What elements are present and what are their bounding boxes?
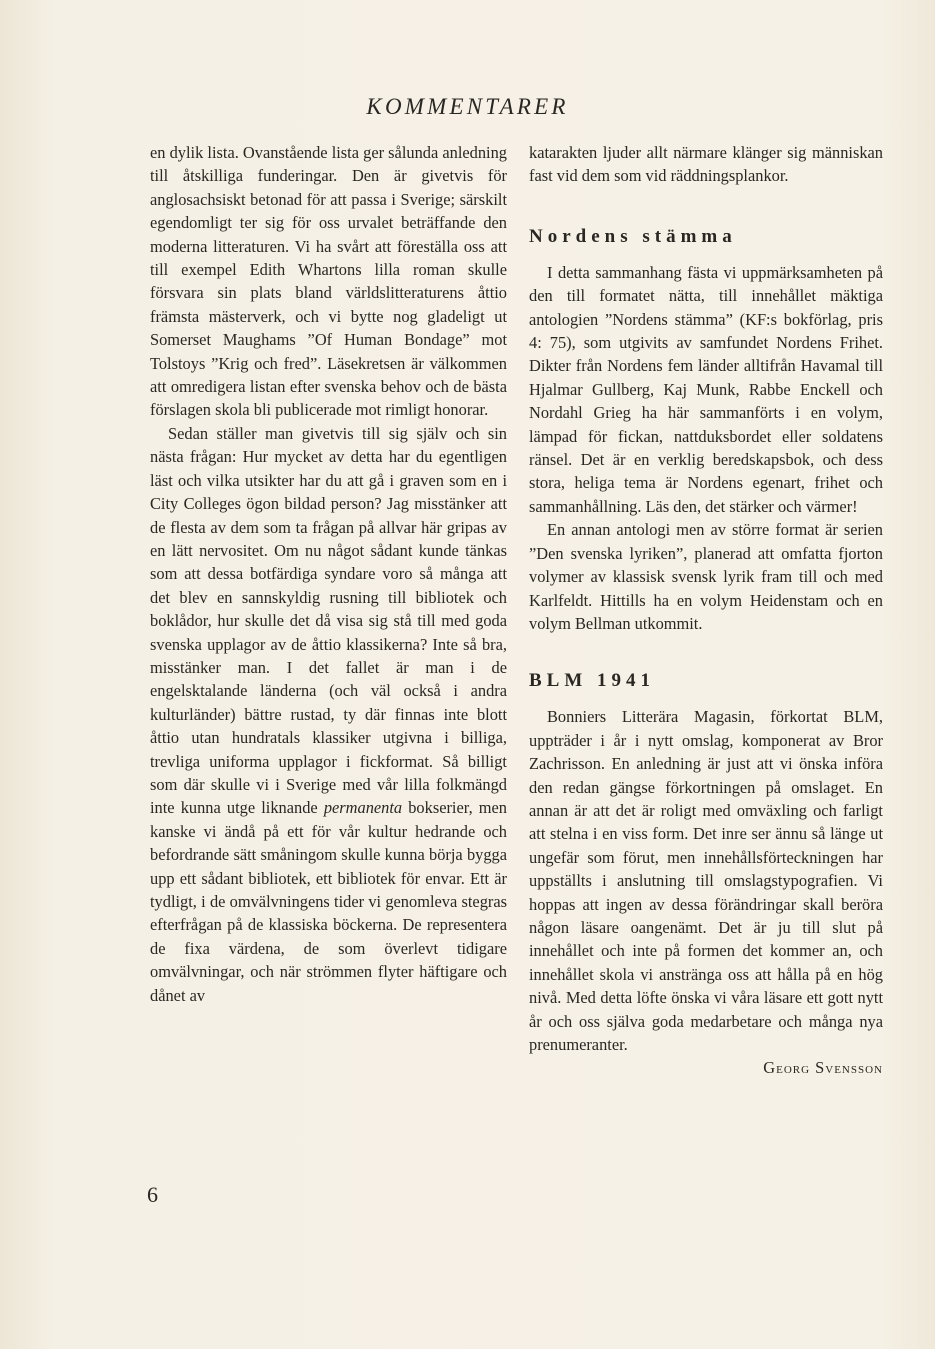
italic-word-permanenta: permanenta [323, 798, 403, 818]
section-heading-nordens-stamma: Nordens stämma [529, 225, 737, 247]
left-paragraph-2-tail: bokserier, men kanske vi ändå på ett för vår kultur hedrande och befordrande sätt småningom skulle kunna börja bygga upp ett sådant bibliotek, ett bibliotek för envar. Ett är tydligt, i de omvälvningens tider vi genomleva stegras efterfrågan på de klassiska böckerna. De representera de fixa värdena, de som överlevt tidigare omvälvningar, och när strömmen flyter häftigare och dånet av [150, 798, 508, 1005]
section1-paragraph-2: En annan antologi men av större format är serien ”Den svenska lyriken”, planerad att omfatta fjorton volymer av klassisk svensk lyrik fram till och med Karlfeldt. Hittills ha en volym Heidenstam och en volym Bellman utkommit. [529, 520, 883, 633]
spacer [529, 693, 883, 705]
running-head: KOMMENTARER [366, 94, 569, 119]
left-column [150, 141, 507, 1007]
spacer [529, 249, 883, 261]
spacer [529, 635, 883, 669]
spacer [529, 188, 883, 225]
page-number: 6 [147, 1182, 158, 1207]
signature: Georg Svensson [763, 1058, 883, 1078]
section2-paragraph-1: Bonniers Litterära Magasin, förkortat BLM, uppträder i år i nytt omslag, komponerat av Bror Zachrisson. En anledning är just att vi önska införa den redan gängse förkortningen på omslaget. En annan är att det är roligt med omväxling och farligt att stelna i en viss form. Det inre ser ännu så länge ut ungefär som förut, men innehållsförteckningen har uppställts i anslutning till omslagstypografien. Vi hoppas att ingen av dessa förändringar skall beröra någon läsare oangenämt. Det är ju till slut på innehållet och inte på formen det kommer an, och innehållet skola vi anstränga oss att hålla på en hög nivå. Med detta löfte önska vi våra läsare ett gott nytt år och oss själva goda medarbetare och många nya prenumeranter. [529, 707, 883, 1054]
section-heading-blm-1941: BLM 1941 [529, 670, 656, 692]
section1-paragraph-1: I detta sammanhang fästa vi uppmärksamheten på den till formatet nätta, till innehållet mäktiga antologien ”Nordens stämma” (KF:s bokförlag, pris 4: 75), som utgivits av samfundet Nordens Frihet. Dikter från Nordens fem länder alltifrån Havamal till Hjalmar Gullberg, Kaj Munk, Rabbe Enckell och Nordahl Grieg ha här sammanförts i en volym, lämpad för fickan, nattduksbordet eller soldatens ränsel. Det är en verklig beredskapsbok, och dess stora, heliga tema är Nordens egenart, frihet och sammanhållning. Läs den, det stärker och värmer! [529, 262, 883, 516]
right-column [529, 141, 883, 1080]
left-paragraph-1: en dylik lista. Ovanstående lista ger sålunda anledning till åtskilliga funderingar. Den är givetvis för anglosachsiskt betonad för att passa i Sverige; särskilt egendomligt ter sig för oss urvalet beträffande den moderna litteraturen. Vi ha svårt att föreställa oss att till exempel Edith Whartons lilla roman skulle försvara sin plats bland världslitteraturens åttio främsta mästerverk, och vi bytte nog gladeligt ut Somerset Maughams ”Of Human Bondage” mot Tolstoys ”Krig och fred”. Läsekretsen är välkommen att omredigera listan efter svenska behov och de bästa förslagen skola bli publicerade mot rimligt honorar. [150, 143, 507, 420]
right-continuation: katarakten ljuder allt närmare klänger sig människan fast vid dem som vid räddningsplankor. [529, 143, 883, 186]
left-paragraph-2-text: Sedan ställer man givetvis till sig själv och sin nästa frågan: Hur mycket av detta har du egentligen läst och vilka utsikter har du att gå i graven som en i City Colleges ögon bildad person? Jag misstänker att de flesta av dem som ta frågan på allvar här gripas av en lätt nervositet. Om nu något sådant kunde tänkas som att dessa botfärdiga syndare voro så många att det blev en sannskyldig rusning till bibliotek och boklådor, hur skulle det då visa sig stå till med goda svenska upplagor av de åttio klassikerna? Inte så bra, misstänker man. I det fallet är man i de engelsktalande länderna (och väl också i andra kulturländer) bättre rustad, ty där finnas inte blott åttio utan hundratals klassiker utgivna i billiga, trevliga uniforma upplagor i fickformat. Så billigt som där skulle vi i Sverige med vår lilla folkmängd inte kunna utge liknande [150, 423, 507, 818]
left-paragraph-2 [150, 422, 507, 1007]
